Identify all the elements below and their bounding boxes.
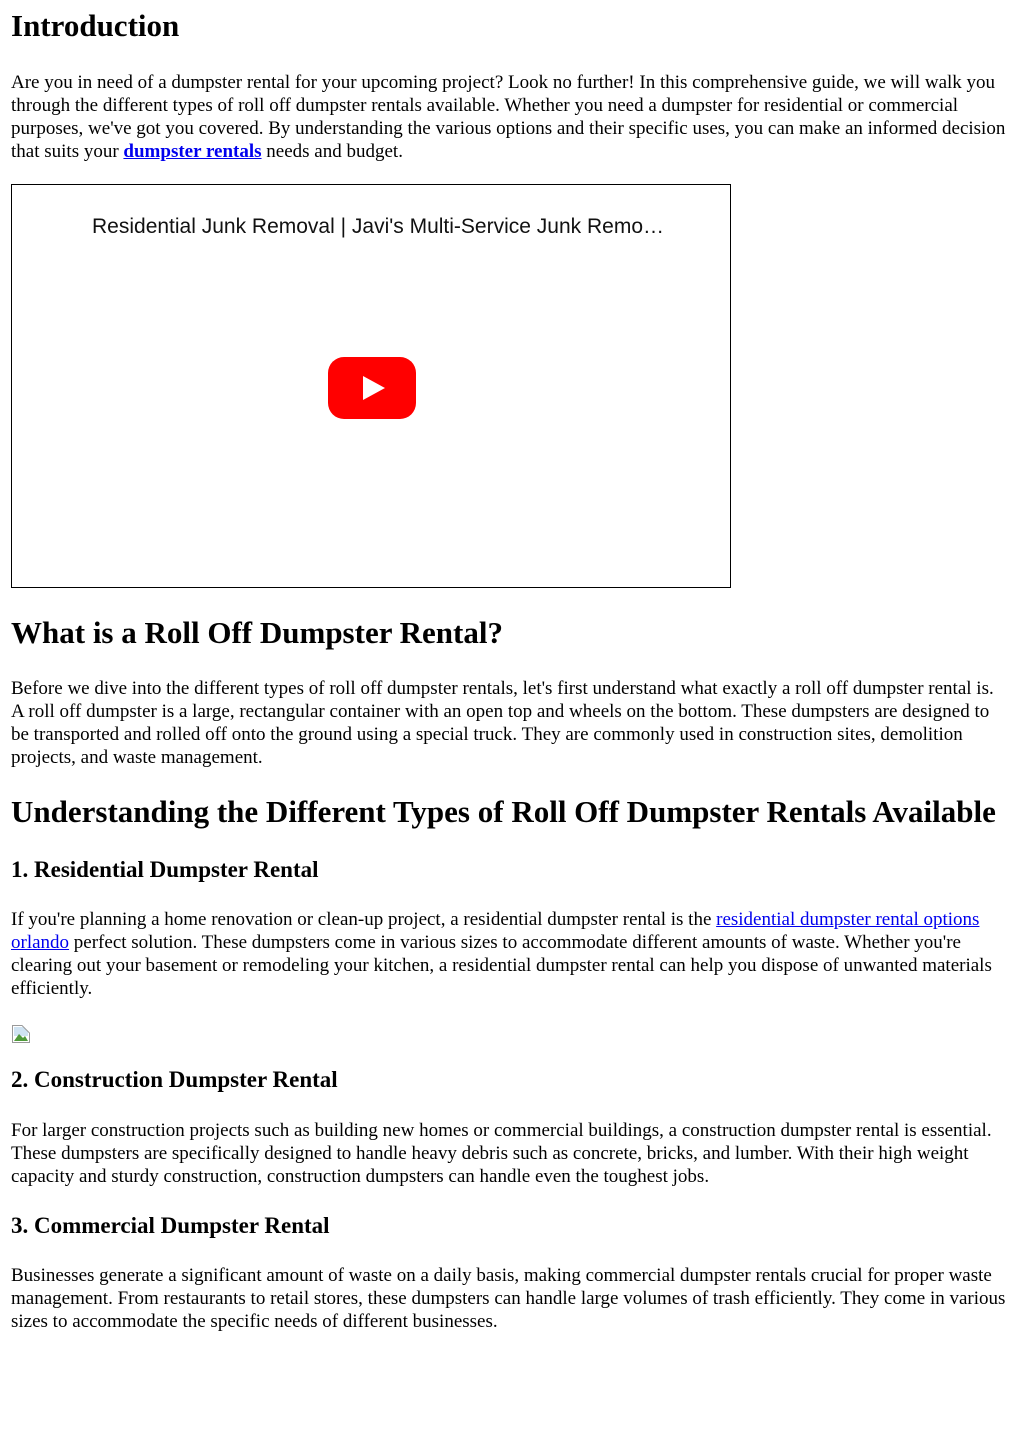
video-title[interactable]: Residential Junk Removal | Javi's Multi-Service Junk Remo… (92, 215, 664, 238)
youtube-play-icon[interactable] (328, 357, 416, 419)
roll-off-heading: What is a Roll Off Dumpster Rental? (11, 615, 503, 650)
commercial-heading: 3. Commercial Dumpster Rental (11, 1213, 330, 1238)
residential-dumpster-link[interactable]: residential dumpster rental options orlando (11, 909, 980, 953)
residential-text-start: If you're planning a home renovation or clean-up project, a residential dumpster rental is the (11, 909, 717, 930)
residential-paragraph (11, 908, 1006, 1000)
broken-image-icon (11, 1024, 31, 1044)
residential-text-end: perfect solution. These dumpsters come in various sizes to accommodate different amounts of waste. Whether you're clearing out your basement or remodeling your kitchen, a residential dumpster rental can help you dispose of unwanted materials efficiently. (11, 932, 992, 999)
construction-paragraph: For larger construction projects such as building new homes or commercial buildings, a construction dumpster rental is essential. These dumpsters are specifically designed to handle heavy debris such as concrete, bricks, and lumber. With their high weight capacity and sturdy construction, construction dumpsters can handle even the toughest jobs. (11, 1120, 992, 1187)
intro-text-end: needs and budget. (261, 141, 403, 162)
intro-text-start: Are you in need of a dumpster rental for your upcoming project? Look no further! In this comprehensive guide, we will walk you through the different types of roll off dumpster rentals available. Whether you need a dumpster for residential or commercial purposes, we've got you covered. By understanding the various options and their specific uses, you can make an informed decision that suits your (11, 72, 1006, 162)
dumpster-rentals-link[interactable]: dumpster rentals (123, 141, 262, 162)
intro-heading: Introduction (11, 8, 180, 43)
construction-heading: 2. Construction Dumpster Rental (11, 1067, 338, 1092)
roll-off-paragraph: Before we dive into the different types of roll off dumpster rentals, let's first understand what exactly a roll off dumpster rental is. A roll off dumpster is a large, rectangular container with an open top and wheels on the bottom. These dumpsters are designed to be transported and rolled off onto the ground using a special truck. They are commonly used in construction sites, demolition projects, and waste management. (11, 678, 994, 768)
types-heading: Understanding the Different Types of Roll Off Dumpster Rentals Available (11, 794, 996, 829)
residential-heading: 1. Residential Dumpster Rental (11, 857, 319, 882)
intro-paragraph (11, 71, 1006, 163)
video-embed[interactable] (11, 184, 731, 588)
commercial-paragraph: Businesses generate a significant amount of waste on a daily basis, making commercial dumpster rentals crucial for proper waste management. From restaurants to retail stores, these dumpsters can handle large volumes of trash efficiently. They come in various sizes to accommodate the specific needs of different businesses. (11, 1265, 1006, 1332)
